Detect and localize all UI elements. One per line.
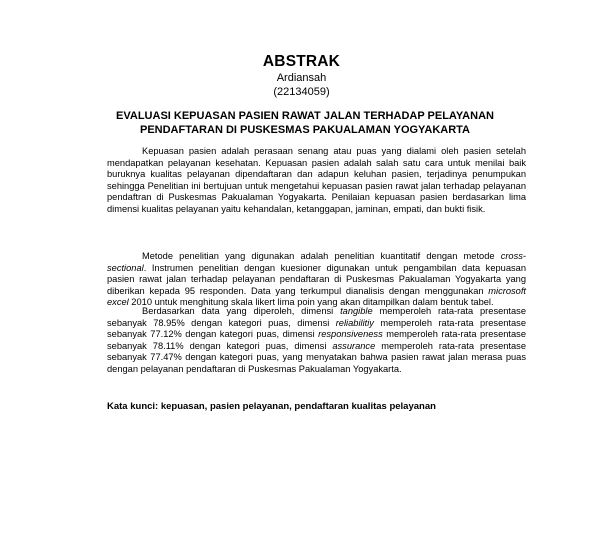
italic-term: assurance — [332, 340, 376, 351]
italic-term: microsoft excel — [107, 285, 526, 308]
paragraph-text: Berdasarkan data yang diperoleh, dimensi — [142, 306, 341, 316]
author-name: Ardiansah — [276, 72, 327, 84]
italic-term: cross-sectional — [107, 251, 526, 273]
abstract-paragraph-2 — [107, 251, 526, 309]
keywords-line: Kata kunci: kepuasan, pasien pelayanan, pendaftaran kualitas pelayanan — [107, 401, 436, 412]
paragraph-text: memperoleh rata-rata presentase sebanyak 78.11% dengan kategori puas, dimensi — [107, 329, 526, 351]
abstract-paragraph-1: Kepuasan pasien adalah perasaan senang atau puas yang dialami oleh pasien setelah mendapatkan pelayanan kesehatan. Kepuasan pasien adalah salah satu cara untuk menilai baik buruknya kualitas pelayanan dipendaftaran dan adapun keluhan pasien, terjadinya penumpukan sehingga Penelitian ini bertujuan untuk mengetahui kepuasan pasien rawat jalan terhadap pelayanan pendaftran di Puskesmas Pakualaman Yogyakarta. Penilaian kepuasan pasien berdasarkan lima dimensi kualitas pelayanan yaitu kehandalan, ketanggapan, jaminan, empati, dan bukti fisik. — [107, 146, 526, 214]
abstract-heading: ABSTRAK — [262, 53, 341, 70]
paragraph-text: memperoleh rata-rata presentase sebanyak 77.12% dengan kategori puas, dimensi — [107, 317, 526, 340]
paragraph-text: Metode penelitian yang digunakan adalah penelitian kuantitatif dengan metode — [142, 251, 501, 261]
paragraph-text: . Instrumen penelitian dengan kuesioner digunakan untuk pengambilan data kepuasan pasien rawat jalan terhadap pelayanan pendaftaran di Puskesmas Pakualaman Yogyakarta yang diberikan kepada 95 responden. Data yang terkumpul dianalisis dengan menggunakan — [107, 262, 526, 296]
thesis-title: EVALUASI KEPUASAN PASIEN RAWAT JALAN TERHADAP PELAYANAN PENDAFTARAN DI PUSKESMAS PAKUALAMAN YOGYAKARTA — [116, 110, 494, 137]
abstract-paragraph-3 — [107, 306, 526, 376]
student-id: (22134059) — [273, 86, 330, 98]
italic-term: reliabilitiy — [335, 317, 374, 328]
paragraph-text: 2010 untuk menghitung skala likert lima poin yang akan ditampilkan dalam bentuk tabel. — [128, 297, 494, 308]
paragraph-text: memperoleh rata-rata presentase sebanyak 77.47% dengan kategori puas, yang menyatakan bahwa pasien rawat jalan merasa puas dengan pelayanan pendaftaran di Puskesmas Pakualaman Yogyakarta. — [107, 340, 526, 374]
paragraph-text: memperoleh rata-rata presentase sebanyak 78.95% dengan kategori puas, dimensi — [107, 306, 527, 328]
italic-term: responsiveness — [318, 329, 383, 340]
italic-term: tangible — [340, 306, 373, 316]
